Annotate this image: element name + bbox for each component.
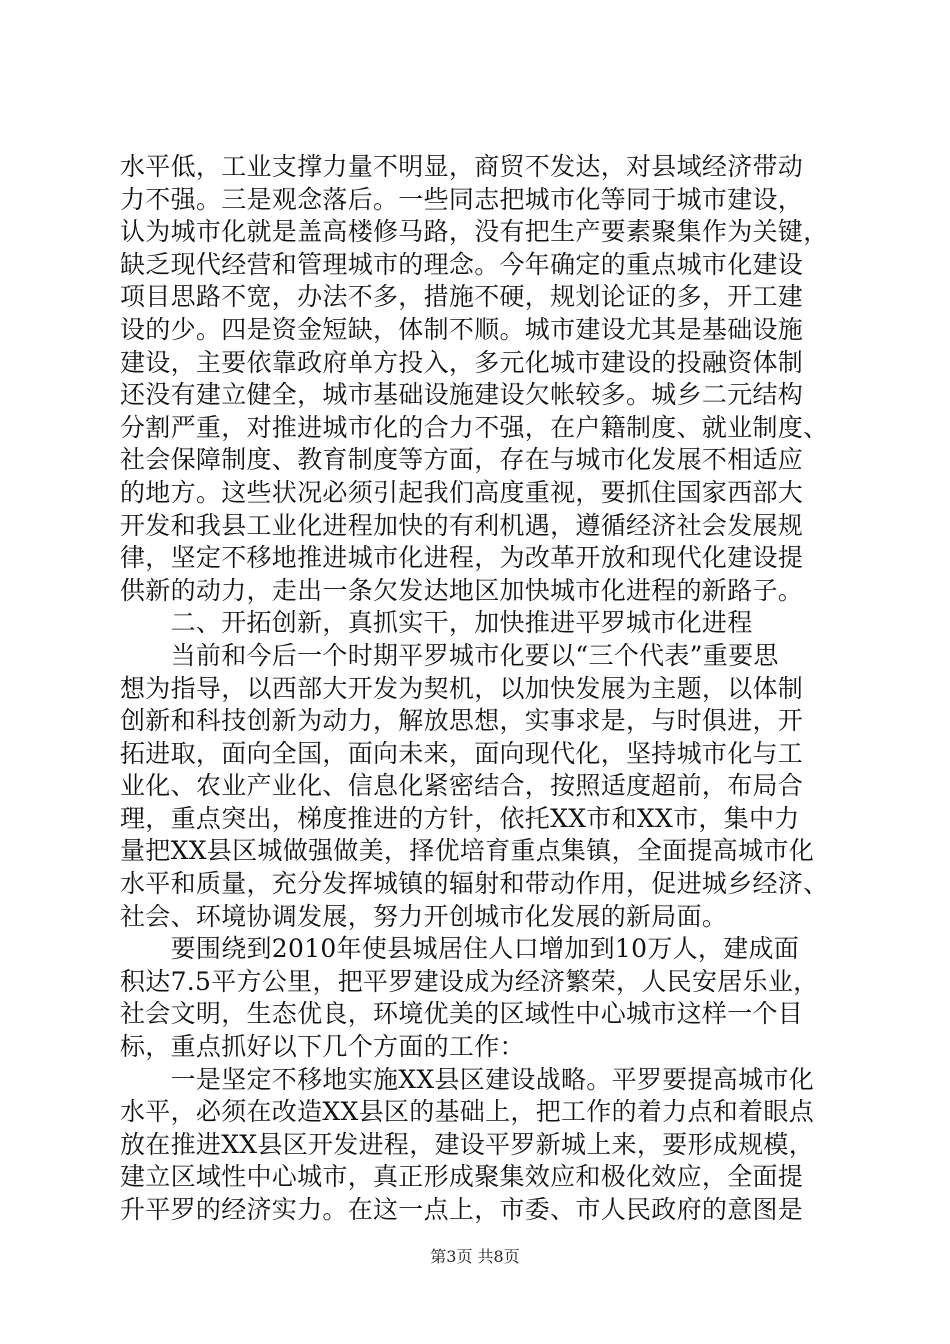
- text-line: 量把XX县区城做强做美，择优培育重点集镇，全面提高城市化: [120, 836, 814, 866]
- text-line: 社会、环境协调发展，努力开创城市化发展的新局面。: [120, 901, 728, 931]
- text-line: 标，重点抓好以下几个方面的工作：: [120, 1032, 525, 1062]
- text-line: 的地方。这些状况必须引起我们高度重视，要抓住国家西部大: [120, 477, 804, 507]
- text-line: 积达7.5平方公里，把平罗建设成为经济繁荣，人民安居乐业，: [120, 966, 819, 996]
- text-line: 要围绕到2010年使县城居住人口增加到10万人，建成面: [120, 934, 800, 964]
- text-line: 供新的动力，走出一条欠发达地区加快城市化进程的新路子。: [120, 575, 804, 605]
- text-line: 缺乏现代经营和管理城市的理念。今年确定的重点城市化建设: [120, 249, 804, 279]
- text-line: 律，坚定不移地推进城市化进程，为改革开放和现代化建设提: [120, 543, 804, 573]
- text-line: 想为指导，以西部大开发为契机，以加快发展为主题，以体制: [120, 673, 804, 703]
- text-line: 升平罗的经济实力。在这一点上，市委、市人民政府的意图是: [120, 1195, 804, 1224]
- text-line: 水平，必须在改造XX县区的基础上，把工作的着力点和着眼点: [120, 1097, 814, 1127]
- text-line: 当前和今后一个时期平罗城市化要以“三个代表”重要思: [120, 640, 779, 670]
- page-footer: 第3页 共8页: [430, 1247, 520, 1266]
- text-line: 理，重点突出，梯度推进的方针，依托XX市和XX市，集中力: [120, 803, 800, 833]
- text-line: 拓进取，面向全国，面向未来，面向现代化，坚持城市化与工: [120, 738, 804, 768]
- text-line: 建设，主要依靠政府单方投入，多元化城市建设的投融资体制: [120, 347, 804, 377]
- text-line: 开发和我县工业化进程加快的有利机遇，遵循经济社会发展规: [120, 510, 804, 540]
- text-line: 还没有建立健全，城市基础设施建设欠帐较多。城乡二元结构: [120, 380, 804, 410]
- text-line: 建立区域性中心城市，真正形成聚集效应和极化效应，全面提: [120, 1162, 804, 1192]
- document-body: [120, 151, 840, 1227]
- text-line: 二、开拓创新，真抓实干，加快推进平罗城市化进程: [120, 608, 753, 638]
- text-line: 社会保障制度、教育制度等方面，存在与城市化发展不相适应: [120, 445, 804, 475]
- text-line: 一是坚定不移地实施XX县区建设战略。平罗要提高城市化: [120, 1064, 814, 1094]
- text-line: 社会文明，生态优良，环境优美的区域性中心城市这样一个目: [120, 999, 804, 1029]
- text-line: 水平低，工业支撑力量不明显，商贸不发达，对县域经济带动: [120, 152, 804, 181]
- text-line: 力不强。三是观念落后。一些同志把城市化等同于城市建设，: [120, 184, 804, 214]
- text-line: 认为城市化就是盖高楼修马路，没有把生产要素聚集作为关键，: [120, 217, 829, 247]
- text-line: 创新和科技创新为动力，解放思想，实事求是，与时俱进，开: [120, 706, 804, 736]
- text-line: 设的少。四是资金短缺，体制不顺。城市建设尤其是基础设施: [120, 314, 804, 344]
- text-line: 水平和质量，充分发挥城镇的辐射和带动作用，促进城乡经济、: [120, 869, 829, 899]
- text-line: 放在推进XX县区开发进程，建设平罗新城上来，要形成规模，: [120, 1129, 814, 1159]
- text-line: 项目思路不宽，办法不多，措施不硬，规划论证的多，开工建: [120, 282, 804, 312]
- text-line: 业化、农业产业化、信息化紧密结合，按照适度超前，布局合: [120, 771, 804, 801]
- text-line: 分割严重，对推进城市化的合力不强，在户籍制度、就业制度、: [120, 412, 829, 442]
